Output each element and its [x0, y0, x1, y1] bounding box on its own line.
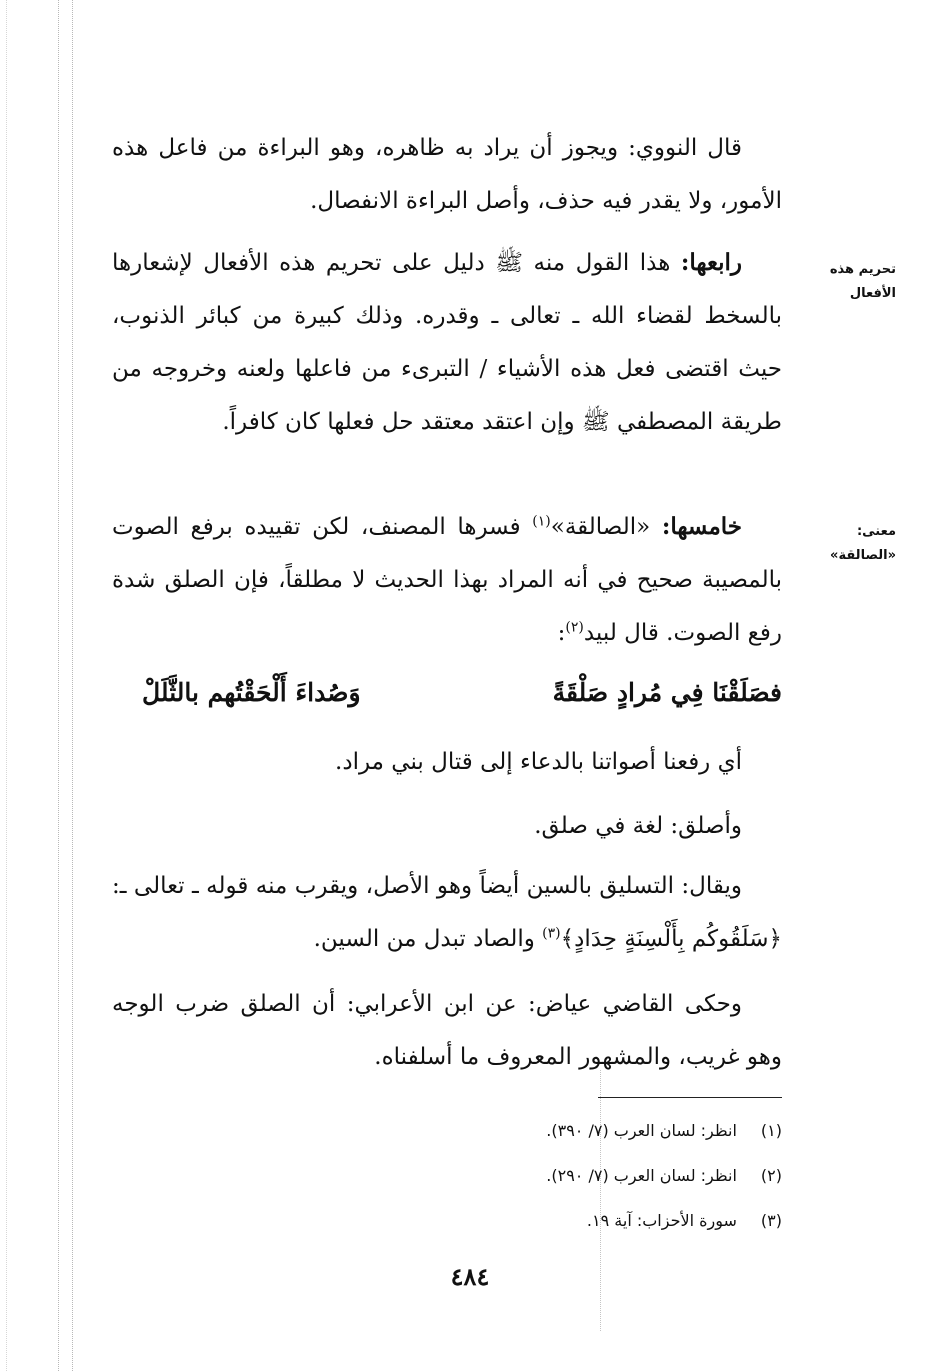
text-line: الصوت بالمصيبة صحيح في أنه المراد بهذا الحديث لا مطلقاً، فإن [112, 514, 782, 593]
scan-artifact-line [72, 0, 73, 1371]
paragraph-fourth [112, 236, 782, 449]
footnote-text: انظر: لسان العرب (٧/ ٢٩٠). [546, 1166, 737, 1185]
margin-note-line: «الصالقة» [830, 548, 896, 563]
paragraph-aslaq [112, 800, 782, 853]
text-fragment: والصاد تبدل من السين. [313, 926, 543, 952]
text-line: الصلق شدة رفع الصوت. قال لبيد [112, 567, 782, 646]
text-line: كان كافراً. [222, 409, 320, 435]
margin-note-line: الأفعال [849, 286, 896, 301]
footnote-ref: (٣) [542, 925, 561, 942]
text-line: أي رفعنا أصواتنا بالدعاء إلى قتال بني مراد. [335, 749, 742, 775]
footnote-text: انظر: لسان العرب (٧/ ٣٩٠). [546, 1121, 737, 1140]
paragraph-tasliq [112, 860, 782, 966]
text-line: كبائر الذنوب، حيث اقتضى فعل هذه الأشياء / التبرىء من فاعلها [112, 303, 782, 382]
footnote-ref: (١) [532, 513, 551, 530]
text-fragment: : [557, 620, 566, 646]
text-line: ولعنه وخروجه من طريقة المصطفي ﷺ وإن اعتقد معتقد حل فعلها [112, 356, 782, 435]
text-line: لإشعارها بالسخط لقضاء الله ـ تعالى ـ وقدره. وذلك كبيرة من [112, 250, 782, 329]
paragraph-nawawi [112, 122, 782, 228]
paragraph-fifth [112, 500, 782, 660]
footnotes [112, 1108, 782, 1243]
footnote-number: (٢) [760, 1166, 782, 1185]
text-line: هذا القول منه ﷺ دليل على تحريم هذه الأفعال [203, 250, 671, 276]
margin-note-prohibition [796, 258, 896, 306]
footnote-number: (١) [760, 1121, 782, 1140]
paragraph-lead: رابعها: [680, 249, 743, 276]
paragraph-iyad [112, 978, 782, 1084]
text-line: هذه الأمور، ولا يقدر فيه حذف، وأصل البراءة الانفصال. [112, 135, 782, 214]
margin-note-meaning [796, 520, 896, 568]
margin-note-line: معنى: [856, 524, 896, 539]
paragraph-explanation [112, 736, 782, 789]
page-number: ٤٨٤ [450, 1262, 490, 1291]
footnote [112, 1198, 782, 1243]
footnote-text: سورة الأحزاب: آية ١٩. [586, 1211, 737, 1230]
footnote [112, 1108, 782, 1153]
scan-artifact-line [6, 0, 7, 1371]
scan-artifact-line [58, 0, 59, 1371]
paragraph-lead: خامسها: [661, 513, 742, 540]
poem-hemistich: فصَلَقْنَا فِي مُرادٍ صَلْقَةً [552, 678, 782, 707]
text-line: فسرها المصنف، لكن تقييده برفع [190, 514, 521, 540]
poem-hemistich: وَصُداءَ أَلْحَقْتُهم بالثَّلَلْ [142, 678, 361, 707]
quran-citation: ـ تعالى ـ: ﴿سَلَقُوكُم بِأَلْسِنَةٍ حِدَادٍ﴾ [112, 873, 782, 952]
poem-verse [112, 668, 782, 718]
quoted-term: «الصالقة» [550, 514, 651, 540]
footnote-ref: (٢) [565, 619, 584, 636]
footnote [112, 1153, 782, 1198]
margin-note-line: تحريم هذه [829, 262, 896, 277]
text-line: قال النووي: ويجوز أن يراد به ظاهره، وهو البراءة من فاعل [158, 135, 743, 161]
footnote-number: (٣) [760, 1211, 782, 1230]
text-line: وحكى القاضي عياض: عن ابن الأعرابي: أن الصلق ضرب [175, 991, 742, 1017]
footnote-separator [598, 1097, 782, 1098]
text-line: ويقال: التسليق بالسين أيضاً وهو الأصل، ويقرب منه قوله [206, 873, 743, 899]
text-line: وأصلق: لغة في صلق. [534, 813, 742, 839]
text-line: الوجه وهو غريب، والمشهور المعروف ما أسلفناه. [112, 991, 782, 1070]
